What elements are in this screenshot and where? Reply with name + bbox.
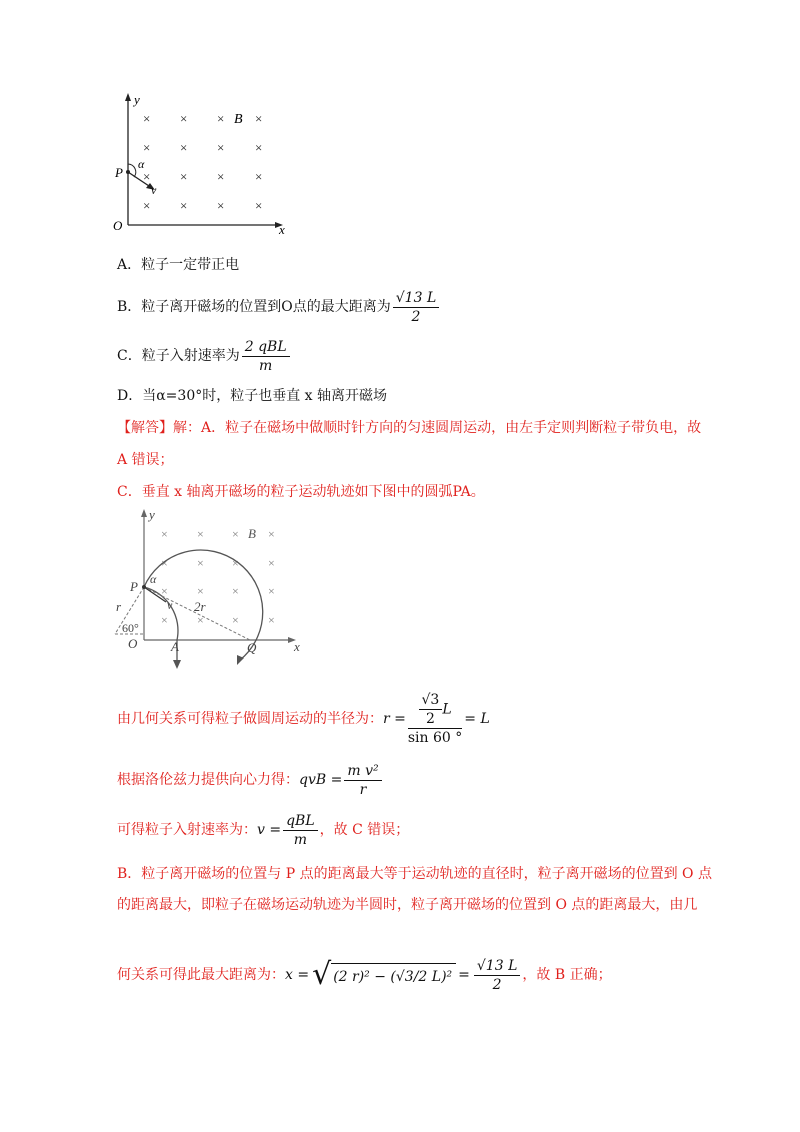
x-axis-label: x (294, 639, 300, 654)
radius-formula-rhs: = L (464, 711, 490, 727)
radius-num-mid: 2 (425, 711, 435, 727)
y-axis-arrow (141, 509, 147, 517)
field-mark: × (161, 556, 168, 570)
field-mark: × (143, 169, 151, 184)
field-mark: × (255, 111, 263, 126)
field-mark: × (217, 111, 225, 126)
lorentz-lhs: qvB = (299, 772, 343, 788)
field-mark: × (232, 613, 239, 627)
option-c-text: C．粒子入射速率为 (117, 348, 240, 364)
field-mark: × (161, 584, 168, 598)
option-b-text: B．粒子离开磁场的位置到O点的最大距离为 (117, 299, 391, 315)
alpha-label: α (138, 157, 145, 171)
radius-text: 由几何关系可得粒子做圆周运动的半径为： (117, 711, 383, 727)
option-d: D．当α=30°时，粒子也垂直 x 轴离开磁场 (117, 388, 388, 404)
figure-1 (105, 88, 305, 238)
speed-denominator: m (293, 831, 307, 848)
field-mark: × (268, 527, 275, 541)
field-mark: × (232, 527, 239, 541)
option-c-numerator: 2 qBL (242, 338, 290, 357)
radius-fraction (408, 691, 462, 747)
field-mark: × (255, 140, 263, 155)
velocity-label: v (151, 183, 157, 197)
field-mark: × (268, 613, 275, 627)
trajectory-pa-arrow (173, 660, 181, 669)
option-b (117, 288, 441, 326)
sqrt-sign: √ (312, 957, 332, 992)
answer-b-line-3 (117, 950, 612, 1000)
field-mark: × (268, 584, 275, 598)
field-mark: × (161, 613, 168, 627)
option-c-denominator: m (259, 357, 273, 374)
angle-label: 60° (122, 621, 139, 635)
radius-num-top: √3 (419, 691, 443, 710)
field-mark: × (255, 169, 263, 184)
b-result-denominator: 2 (492, 976, 502, 993)
radius-num-l: L (442, 701, 452, 718)
radius-formula-lhs: r = (383, 711, 406, 727)
lorentz-line (117, 760, 384, 800)
field-mark: × (161, 527, 168, 541)
field-mark: × (143, 198, 151, 213)
b-formula-eq: = (458, 967, 470, 983)
field-mark: × (143, 140, 151, 155)
answer-b-line-2: 的距离最大，即粒子在磁场运动轨迹为半圆时，粒子离开磁场的位置到 O 点的距离最大，由几 (117, 897, 698, 913)
speed-numerator: qBL (283, 812, 318, 831)
speed-tail: ，故 C 错误； (319, 822, 410, 838)
option-a: A．粒子一定带正电 (117, 257, 240, 273)
x-axis-label: x (279, 222, 285, 237)
field-mark: × (232, 584, 239, 598)
lorentz-text: 根据洛伦兹力提供向心力得： (117, 772, 299, 788)
field-mark: × (268, 556, 275, 570)
origin-label: O (113, 218, 123, 233)
field-mark: × (180, 198, 188, 213)
b-formula-lhs: x = (285, 967, 310, 983)
speed-line (117, 810, 409, 850)
lorentz-denominator: r (359, 781, 367, 798)
y-axis-label: y (134, 92, 140, 107)
answer-line-1-text: 解：A．粒子在磁场中做顺时针方向的匀速圆周运动，由左手定则判断粒子带负电，故 (173, 420, 702, 436)
b-result-numerator: √13 L (474, 957, 520, 976)
field-mark: × (197, 556, 204, 570)
lorentz-fraction (344, 762, 381, 799)
origin-label: O (128, 636, 138, 651)
speed-fraction (283, 812, 318, 849)
b-result-fraction (474, 957, 520, 994)
trajectory-large-arrow (237, 655, 244, 665)
answer-line-2: A 错误； (117, 452, 174, 468)
field-mark: × (197, 527, 204, 541)
field-mark: × (197, 584, 204, 598)
b-tail: ，故 B 正确； (522, 967, 612, 983)
lorentz-numerator: m v² (344, 762, 381, 781)
radius-denominator: sin 60 ° (407, 730, 463, 746)
radius-formula (383, 688, 490, 750)
field-mark: × (180, 140, 188, 155)
b-formula-radicand: (2 r)² − (√3/2 L)² (331, 963, 456, 988)
answer-tag: 【解答】 (117, 420, 173, 436)
field-mark: × (255, 198, 263, 213)
speed-text: 可得粒子入射速率为： (117, 822, 257, 838)
answer-b-line-1: B．粒子离开磁场的位置与 P 点的距离最大等于运动轨迹的直径时，粒子离开磁场的位置到 O 点 (117, 866, 712, 882)
option-c-fraction (242, 338, 290, 375)
point-q-label: Q (247, 640, 257, 655)
radius-inner-fraction (419, 691, 443, 728)
point-p-label: P (115, 165, 123, 180)
field-mark: × (232, 556, 239, 570)
y-axis-label: y (149, 507, 155, 522)
radius-2r-label: 2r (194, 599, 206, 614)
field-mark: × (217, 169, 225, 184)
field-marks (143, 111, 262, 213)
field-mark: × (217, 198, 225, 213)
answer-b-line-3-text: 何关系可得此最大距离为： (117, 967, 285, 983)
velocity-label: v (167, 598, 173, 612)
option-b-denominator: 2 (411, 308, 421, 325)
option-b-fraction (393, 289, 439, 326)
point-p-label: P (130, 579, 138, 594)
figure-2 (110, 505, 310, 675)
field-mark: × (143, 111, 151, 126)
point-b-label: B (248, 526, 256, 541)
field-mark: × (197, 613, 204, 627)
answer-line-1 (117, 418, 701, 438)
b-formula-root (312, 957, 456, 992)
field-mark: × (180, 169, 188, 184)
radius-r-label: r (116, 599, 122, 614)
field-mark: × (180, 111, 188, 126)
option-c (117, 337, 292, 375)
speed-lhs: v = (257, 822, 282, 838)
field-mark: × (217, 140, 225, 155)
answer-line-3: C．垂直 x 轴离开磁场的粒子运动轨迹如下图中的圆弧PA。 (117, 484, 485, 500)
point-a-label: A (171, 639, 179, 654)
alpha-label: α (150, 572, 157, 586)
point-b-label: B (234, 112, 243, 127)
y-axis-arrow (125, 93, 131, 101)
field-marks (161, 527, 275, 627)
option-b-numerator: √13 L (393, 289, 439, 308)
